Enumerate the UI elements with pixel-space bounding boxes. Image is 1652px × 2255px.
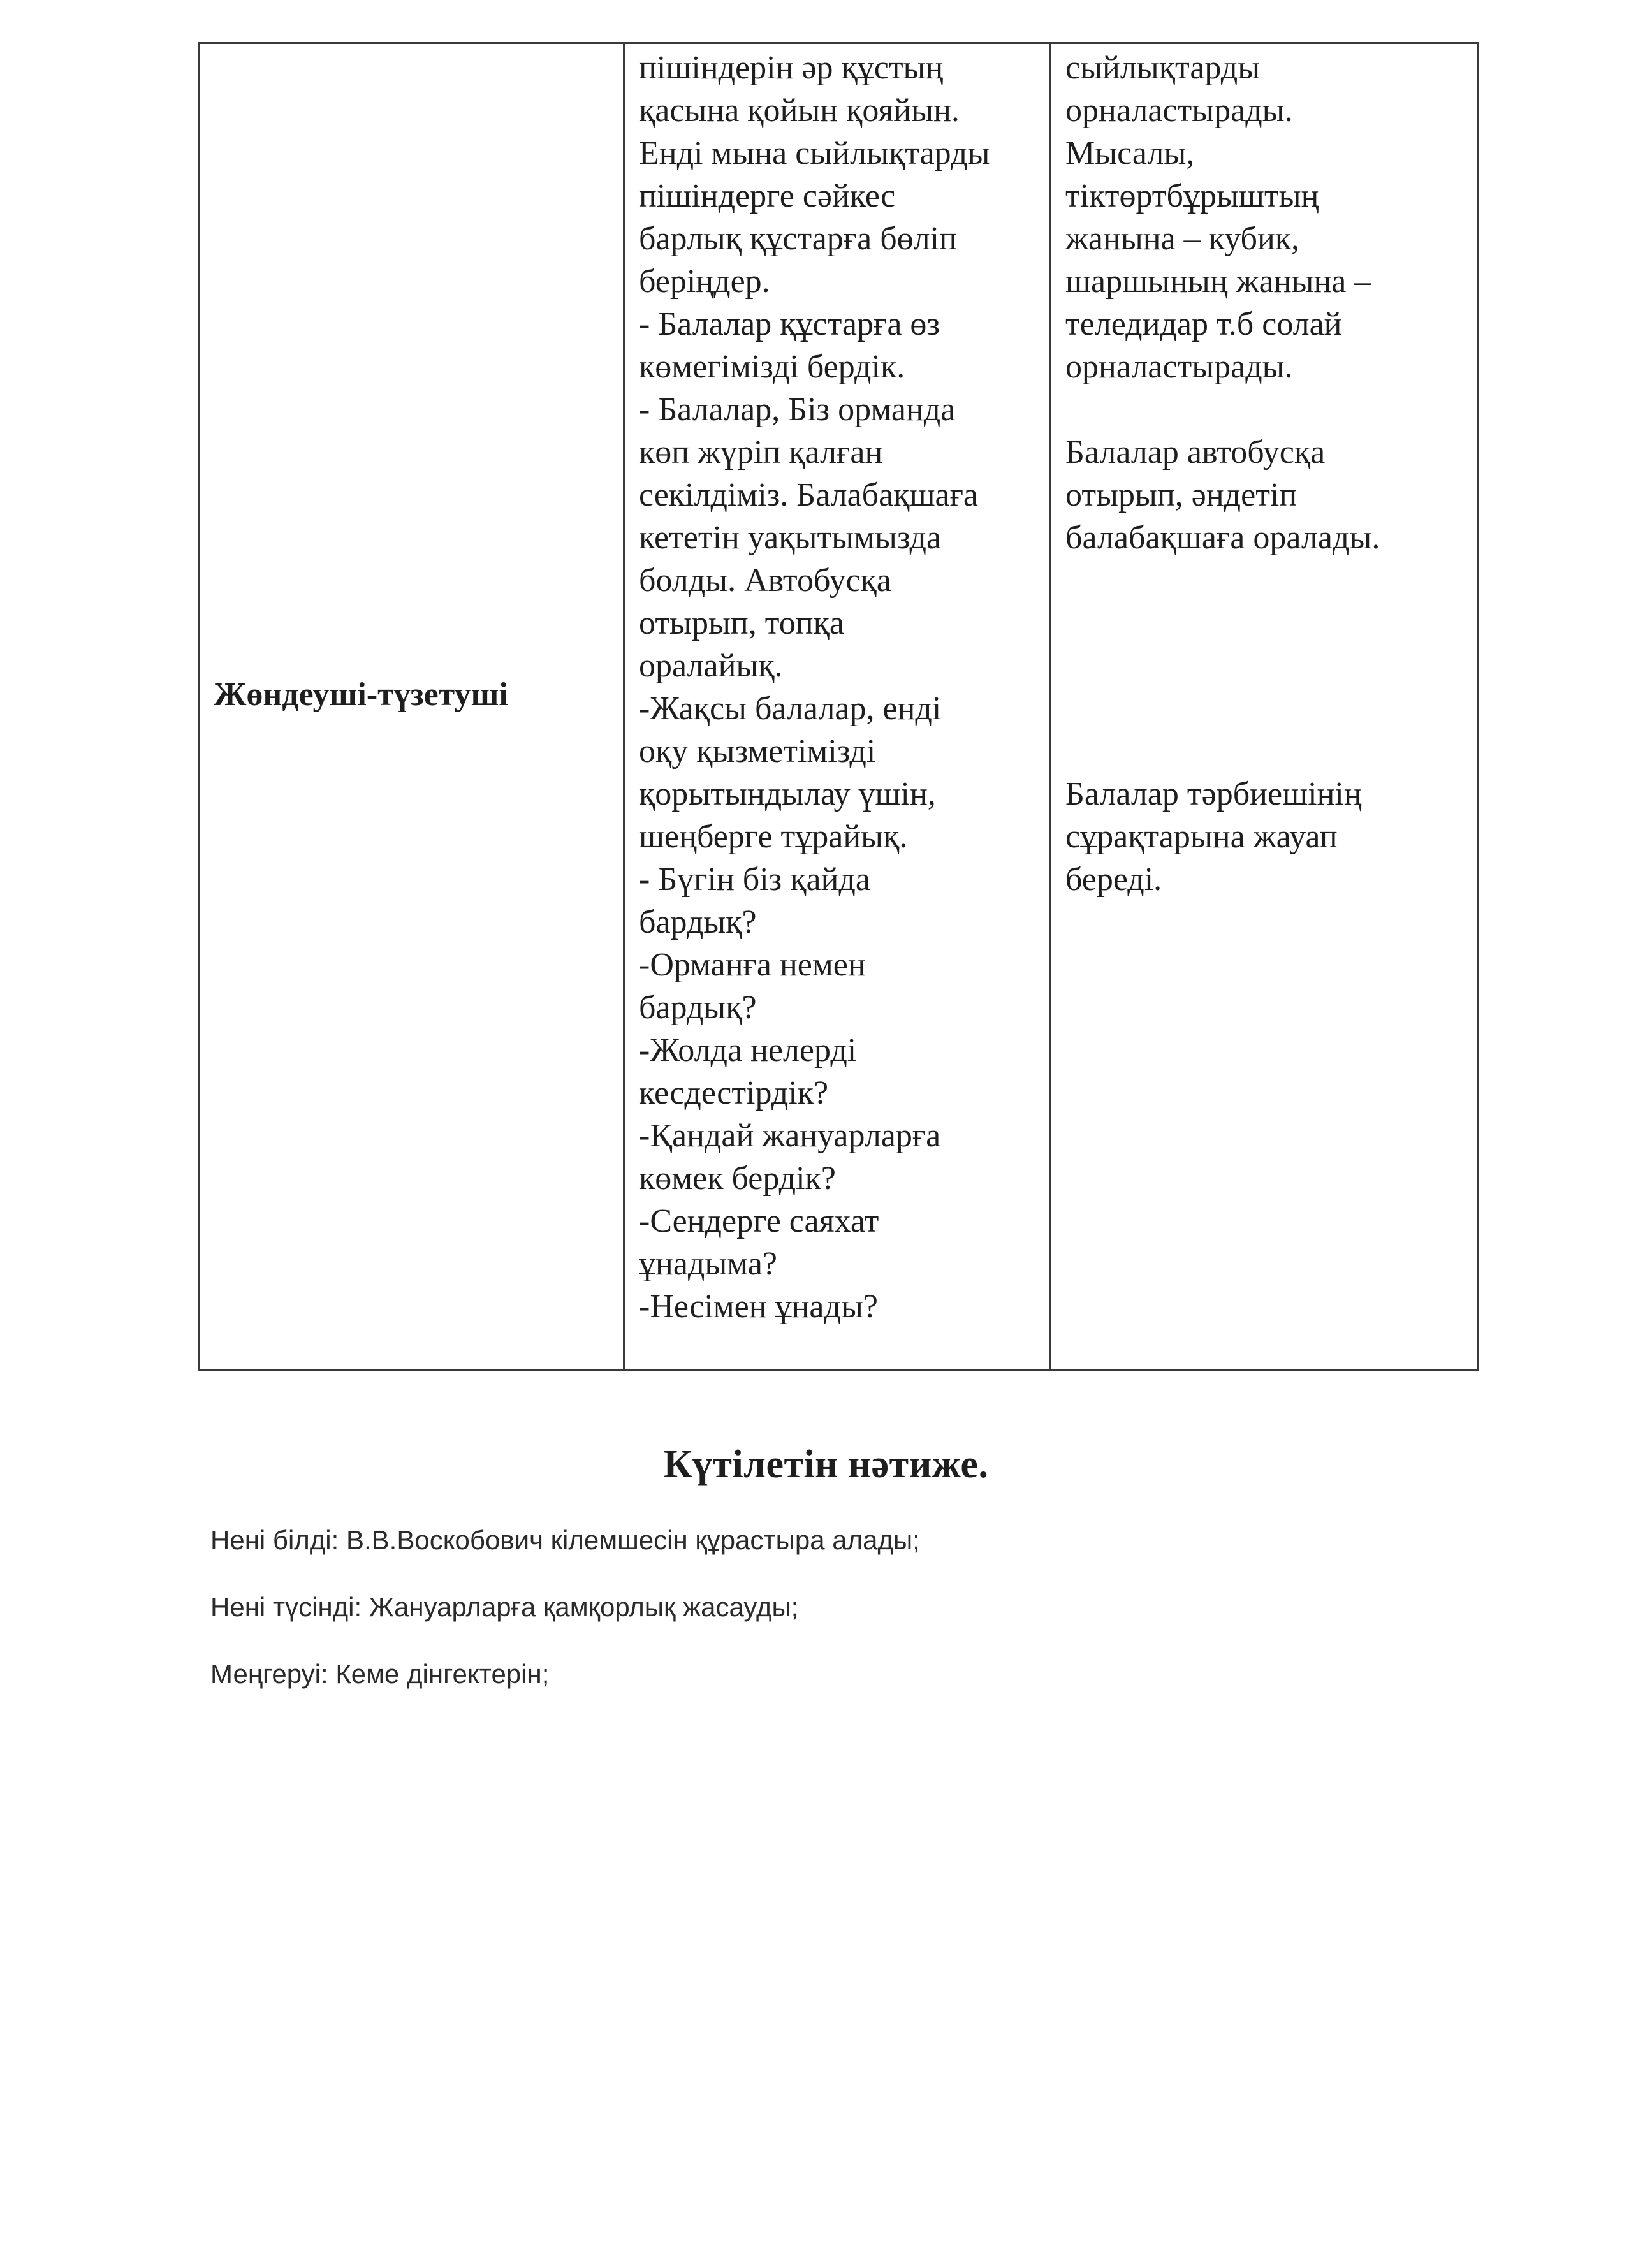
- teacher-text-line: Енді мына сыйлықтарды: [639, 135, 990, 171]
- teacher-text-line: -Қандай жануарларға: [639, 1118, 941, 1154]
- teacher-text-line: - Балалар, Біз орманда: [639, 391, 956, 428]
- result-knew: Нені білді: В.В.Воскобович кілемшесін құрастыра алады;: [210, 1525, 920, 1555]
- teacher-text-line: бардық?: [639, 904, 757, 940]
- teacher-text-line: беріңдер.: [639, 263, 770, 300]
- teacher-text-line: - Бүгін біз қайда: [639, 861, 870, 898]
- children-text-line: сыйлықтарды: [1065, 50, 1261, 86]
- result-understood: Нені түсінді: Жануарларға қамқорлық жасауды;: [210, 1592, 799, 1622]
- children-text-line: береді.: [1065, 861, 1162, 898]
- children-text-line: жанына – кубик,: [1065, 221, 1300, 257]
- children-text-line: орналастырады.: [1065, 92, 1293, 129]
- teacher-text-line: оқу қызметімізді: [639, 733, 876, 770]
- teacher-text-line: кететін уақытымызда: [639, 520, 942, 556]
- children-text-line: теледидар т.б солай: [1065, 306, 1342, 342]
- teacher-text-line: отырып, топқа: [639, 605, 844, 641]
- teacher-text-line: барлық құстарға бөліп: [639, 221, 957, 257]
- children-text-line: отырып, әндетіп: [1065, 477, 1297, 513]
- children-text-line: Мысалы,: [1065, 135, 1195, 171]
- teacher-text-line: -Жақсы балалар, енді: [639, 690, 942, 727]
- teacher-text-line: -Сендерге саяхат: [639, 1203, 879, 1239]
- teacher-text-line: болды. Автобусқа: [639, 562, 891, 599]
- children-text-line: [1065, 602, 1468, 645]
- teacher-text-line: секілдіміз. Балабақшаға: [639, 477, 979, 513]
- children-text-line: Балалар автобусқа: [1065, 434, 1326, 471]
- teacher-text-line: кесдестірдік?: [639, 1075, 829, 1111]
- teacher-text-line: қасына қойын қояйын.: [639, 92, 960, 129]
- teacher-text-line: көп жүріп қалған: [639, 434, 883, 471]
- teacher-text-line: пішіндерін әр құстың: [639, 50, 944, 86]
- teacher-text-line: - Балалар құстарға өз: [639, 306, 940, 342]
- children-text-line: сұрақтарына жауап: [1065, 819, 1338, 855]
- expected-results-heading: Күтілетін нәтиже.: [663, 1443, 989, 1486]
- teacher-text-line: шеңберге тұрайық.: [639, 819, 908, 855]
- lesson-stage-table: [198, 42, 1479, 1371]
- teacher-activity-cell: [624, 43, 1051, 1370]
- children-text-line: [1065, 730, 1468, 773]
- children-text-line: [1065, 687, 1468, 730]
- children-text-line: [1065, 388, 1468, 431]
- teacher-activity-text: [625, 44, 1049, 1328]
- teacher-text-line: көмегімізді бердік.: [639, 349, 905, 385]
- teacher-text-line: оралайық.: [639, 648, 783, 684]
- result-mastered: Меңгеруі: Кеме дінгектерін;: [210, 1659, 550, 1689]
- teacher-text-line: ұнадыма?: [639, 1246, 778, 1282]
- teacher-text-line: көмек бердік?: [639, 1160, 836, 1197]
- children-text-line: шаршының жанына –: [1065, 263, 1371, 300]
- stage-label: Жөндеуші-түзетуші: [214, 676, 508, 713]
- teacher-text-line: қорытындылау үшін,: [639, 776, 936, 812]
- children-text-line: тіктөртбұрыштың: [1065, 178, 1319, 214]
- children-activity-text: [1051, 44, 1477, 901]
- children-text-line: [1065, 645, 1468, 687]
- stage-cell: [199, 43, 624, 1370]
- table-row: [199, 43, 1479, 1370]
- children-text-line: Балалар тәрбиешінің: [1065, 776, 1362, 812]
- teacher-text-line: -Несімен ұнады?: [639, 1288, 878, 1325]
- teacher-text-line: -Жолда нелерді: [639, 1032, 857, 1069]
- children-text-line: балабақшаға оралады.: [1065, 520, 1380, 556]
- children-text-line: орналастырады.: [1065, 349, 1293, 385]
- teacher-text-line: пішіндерге сәйкес: [639, 178, 896, 214]
- children-activity-cell: [1051, 43, 1479, 1370]
- teacher-text-line: бардық?: [639, 989, 757, 1026]
- children-text-line: [1065, 559, 1468, 602]
- teacher-text-line: -Орманға немен: [639, 947, 866, 983]
